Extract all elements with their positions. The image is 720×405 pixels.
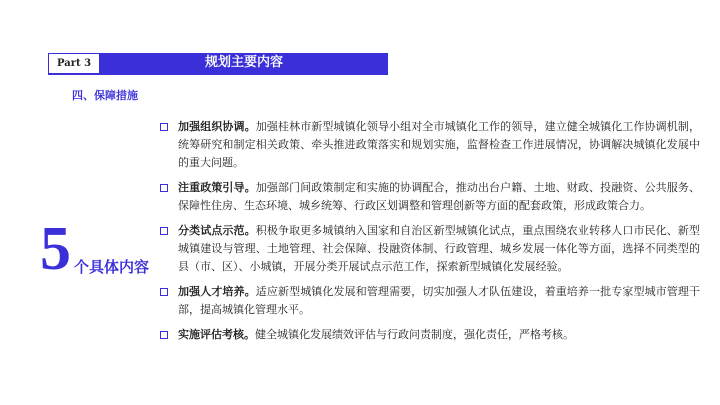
square-bullet-icon xyxy=(160,288,168,296)
item-title: 分类试点示范。 xyxy=(178,224,256,237)
square-bullet-icon xyxy=(160,184,168,192)
part-label: Part 3 xyxy=(48,53,100,73)
highlight-caption: 个具体内容 xyxy=(74,258,150,276)
list-item xyxy=(160,222,700,276)
list-item xyxy=(160,283,700,319)
item-title: 加强组织协调。 xyxy=(178,120,256,133)
item-title: 注重政策引导。 xyxy=(178,181,256,194)
square-bullet-icon xyxy=(160,331,168,339)
item-text: 加强桂林市新型城镇化领导小组对全市城镇化工作的领导，建立健全城镇化工作协调机制，统筹研究和制定相关政策、牵头推进政策落实和规划实施，监督检查工作进展情况，协调解决城镇化发展中的重大问题。 xyxy=(178,120,701,169)
measures-list xyxy=(160,118,700,351)
square-bullet-icon xyxy=(160,123,168,131)
item-text: 加强部门间政策制定和实施的协调配合，推动出台户籍、土地、财政、投融资、公共服务、保障性住房、生态环境、城乡统筹、行政区划调整和管理创新等方面的配套政策，形成政策合力。 xyxy=(178,181,701,212)
list-item xyxy=(160,179,700,215)
square-bullet-icon xyxy=(160,227,168,235)
list-item xyxy=(160,118,700,172)
list-item xyxy=(160,326,700,344)
page-title: 规划主要内容 xyxy=(100,53,388,73)
item-text: 适应新型城镇化发展和管理需要，切实加强人才队伍建设，着重培养一批专家型城市管理干部，提高城镇化管理水平。 xyxy=(178,285,701,316)
section-heading: 四、保障措施 xyxy=(72,89,138,102)
item-text: 积极争取更多城镇纳入国家和自治区新型城镇化试点，重点围绕农业转移人口市民化、新型城镇建设与管理、土地管理、社会保障、投融资体制、行政管理、城乡发展一体化等方面，选择不同类型的县（市、区）、小城镇，开展分类开展试点示范工作，探索新型城镇化发展经验。 xyxy=(178,224,701,273)
item-text: 健全城镇化发展绩效评估与行政问责制度，强化责任，严格考核。 xyxy=(255,328,574,341)
highlight-number: 5 xyxy=(40,215,71,283)
header-divider xyxy=(48,73,388,75)
item-title: 实施评估考核。 xyxy=(178,328,255,341)
item-title: 加强人才培养。 xyxy=(178,285,256,298)
